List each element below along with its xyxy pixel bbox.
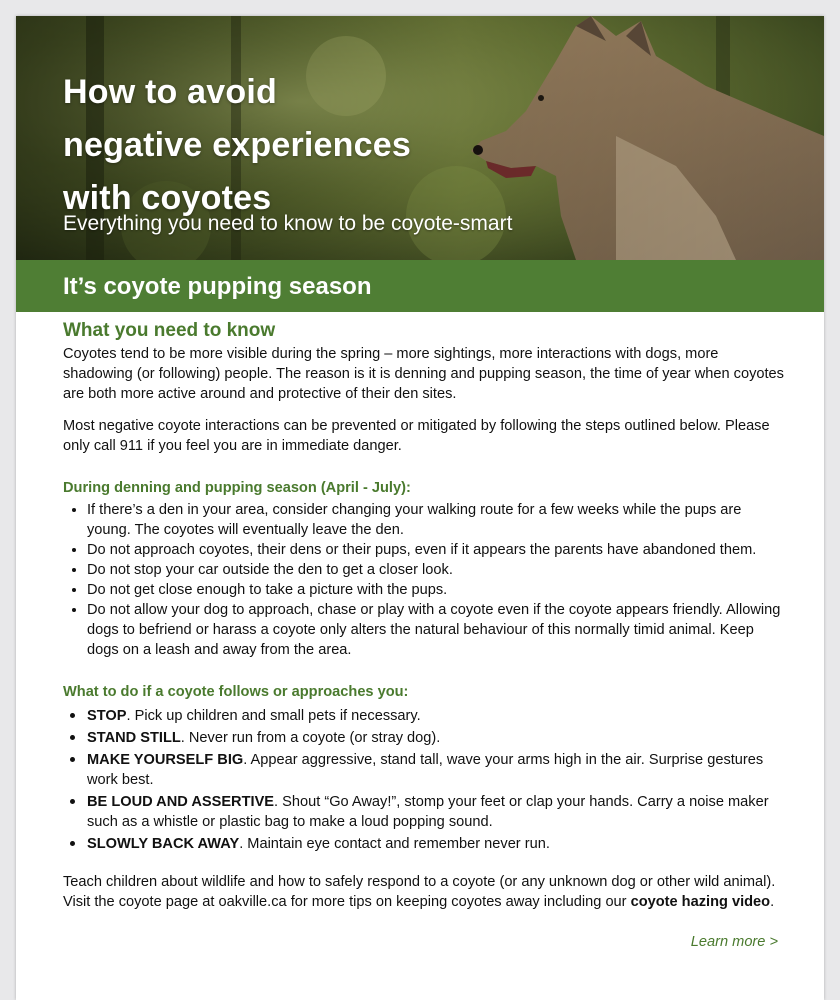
closing-paragraph	[63, 872, 784, 912]
page	[16, 16, 824, 1000]
action-keyword: STOP	[87, 708, 127, 724]
action-keyword: SLOWLY BACK AWAY	[87, 836, 240, 852]
closing-text: Teach children about wildlife and how to safely respond to a coyote (or any unknown dog or other wild animal). Visit the coyote page at oakville.ca for more tips on keeping coyotes away including our	[63, 874, 776, 910]
list-item: • If there’s a den in your area, consider changing your walking route for a few weeks while the pups are young. The coyotes will eventually leave the den.	[87, 500, 784, 540]
season-banner: It’s coyote pupping season	[16, 260, 824, 312]
hero-subtitle: Everything you need to know to be coyote-smart	[63, 212, 513, 235]
list-item: • Do not approach coyotes, their dens or their pups, even if it appears the parents have abandoned them.	[87, 540, 784, 560]
list-item	[87, 704, 784, 726]
learn-more-row	[63, 932, 784, 952]
closing-end: .	[770, 894, 775, 910]
list-item: • Do not allow your dog to approach, chase or play with a coyote even if the coyote appears friendly. Allowing dogs to befriend or harass a coyote only alters the natural behaviour of this normally timid animal. Keep dogs on a leash and away from the area.	[87, 600, 784, 660]
action-text: . Pick up children and small pets if necessary.	[126, 708, 421, 724]
intro-paragraph: Most negative coyote interactions can be prevented or mitigated by following the steps outlined below. Please only call 911 if you feel you are in immediate danger.	[63, 418, 770, 454]
list-item: • Do not stop your car outside the den to get a closer look.	[87, 560, 784, 580]
action-keyword: BE LOUD AND ASSERTIVE	[87, 794, 275, 810]
list-item	[87, 832, 784, 854]
list-item	[87, 726, 784, 748]
action-text: . Maintain eye contact and remember never run.	[239, 836, 550, 852]
main-content	[16, 312, 824, 952]
learn-more-link[interactable]: Learn more >	[690, 934, 778, 950]
approach-heading: What to do if a coyote follows or approaches you:	[63, 684, 409, 700]
hero-banner	[16, 16, 824, 260]
action-keyword: MAKE YOURSELF BIG	[87, 752, 244, 768]
list-item	[87, 748, 784, 790]
hazing-video-link[interactable]: coyote hazing video	[630, 894, 771, 910]
denning-list	[63, 500, 784, 660]
action-keyword: STAND STILL	[87, 730, 181, 746]
approach-list	[63, 704, 784, 854]
list-item	[87, 790, 784, 832]
action-text: . Appear aggressive, stand tall, wave your arms high in the air. Surprise gestures work best.	[87, 752, 764, 788]
denning-heading: During denning and pupping season (April - July):	[63, 480, 411, 496]
action-text: . Shout “Go Away!”, stomp your feet or clap your hands. Carry a noise maker such as a whistle or plastic bag to make a loud popping sound.	[87, 794, 769, 830]
section-heading: What you need to know	[63, 320, 276, 341]
hero-title-line: negative experiences	[63, 126, 411, 164]
intro-paragraph: Coyotes tend to be more visible during the spring – more sightings, more interactions with dogs, more shadowing (or following) people. The reason is it is denning and pupping season, the time of year when coyotes are both more active around and protective of their den sites.	[63, 346, 784, 402]
hero-title	[63, 66, 483, 225]
hero-title-line: How to avoid	[63, 73, 277, 111]
list-item: • Do not get close enough to take a picture with the pups.	[87, 580, 784, 600]
hero-title-line: with coyotes	[63, 179, 272, 217]
action-text: . Never run from a coyote (or stray dog).	[180, 730, 441, 746]
